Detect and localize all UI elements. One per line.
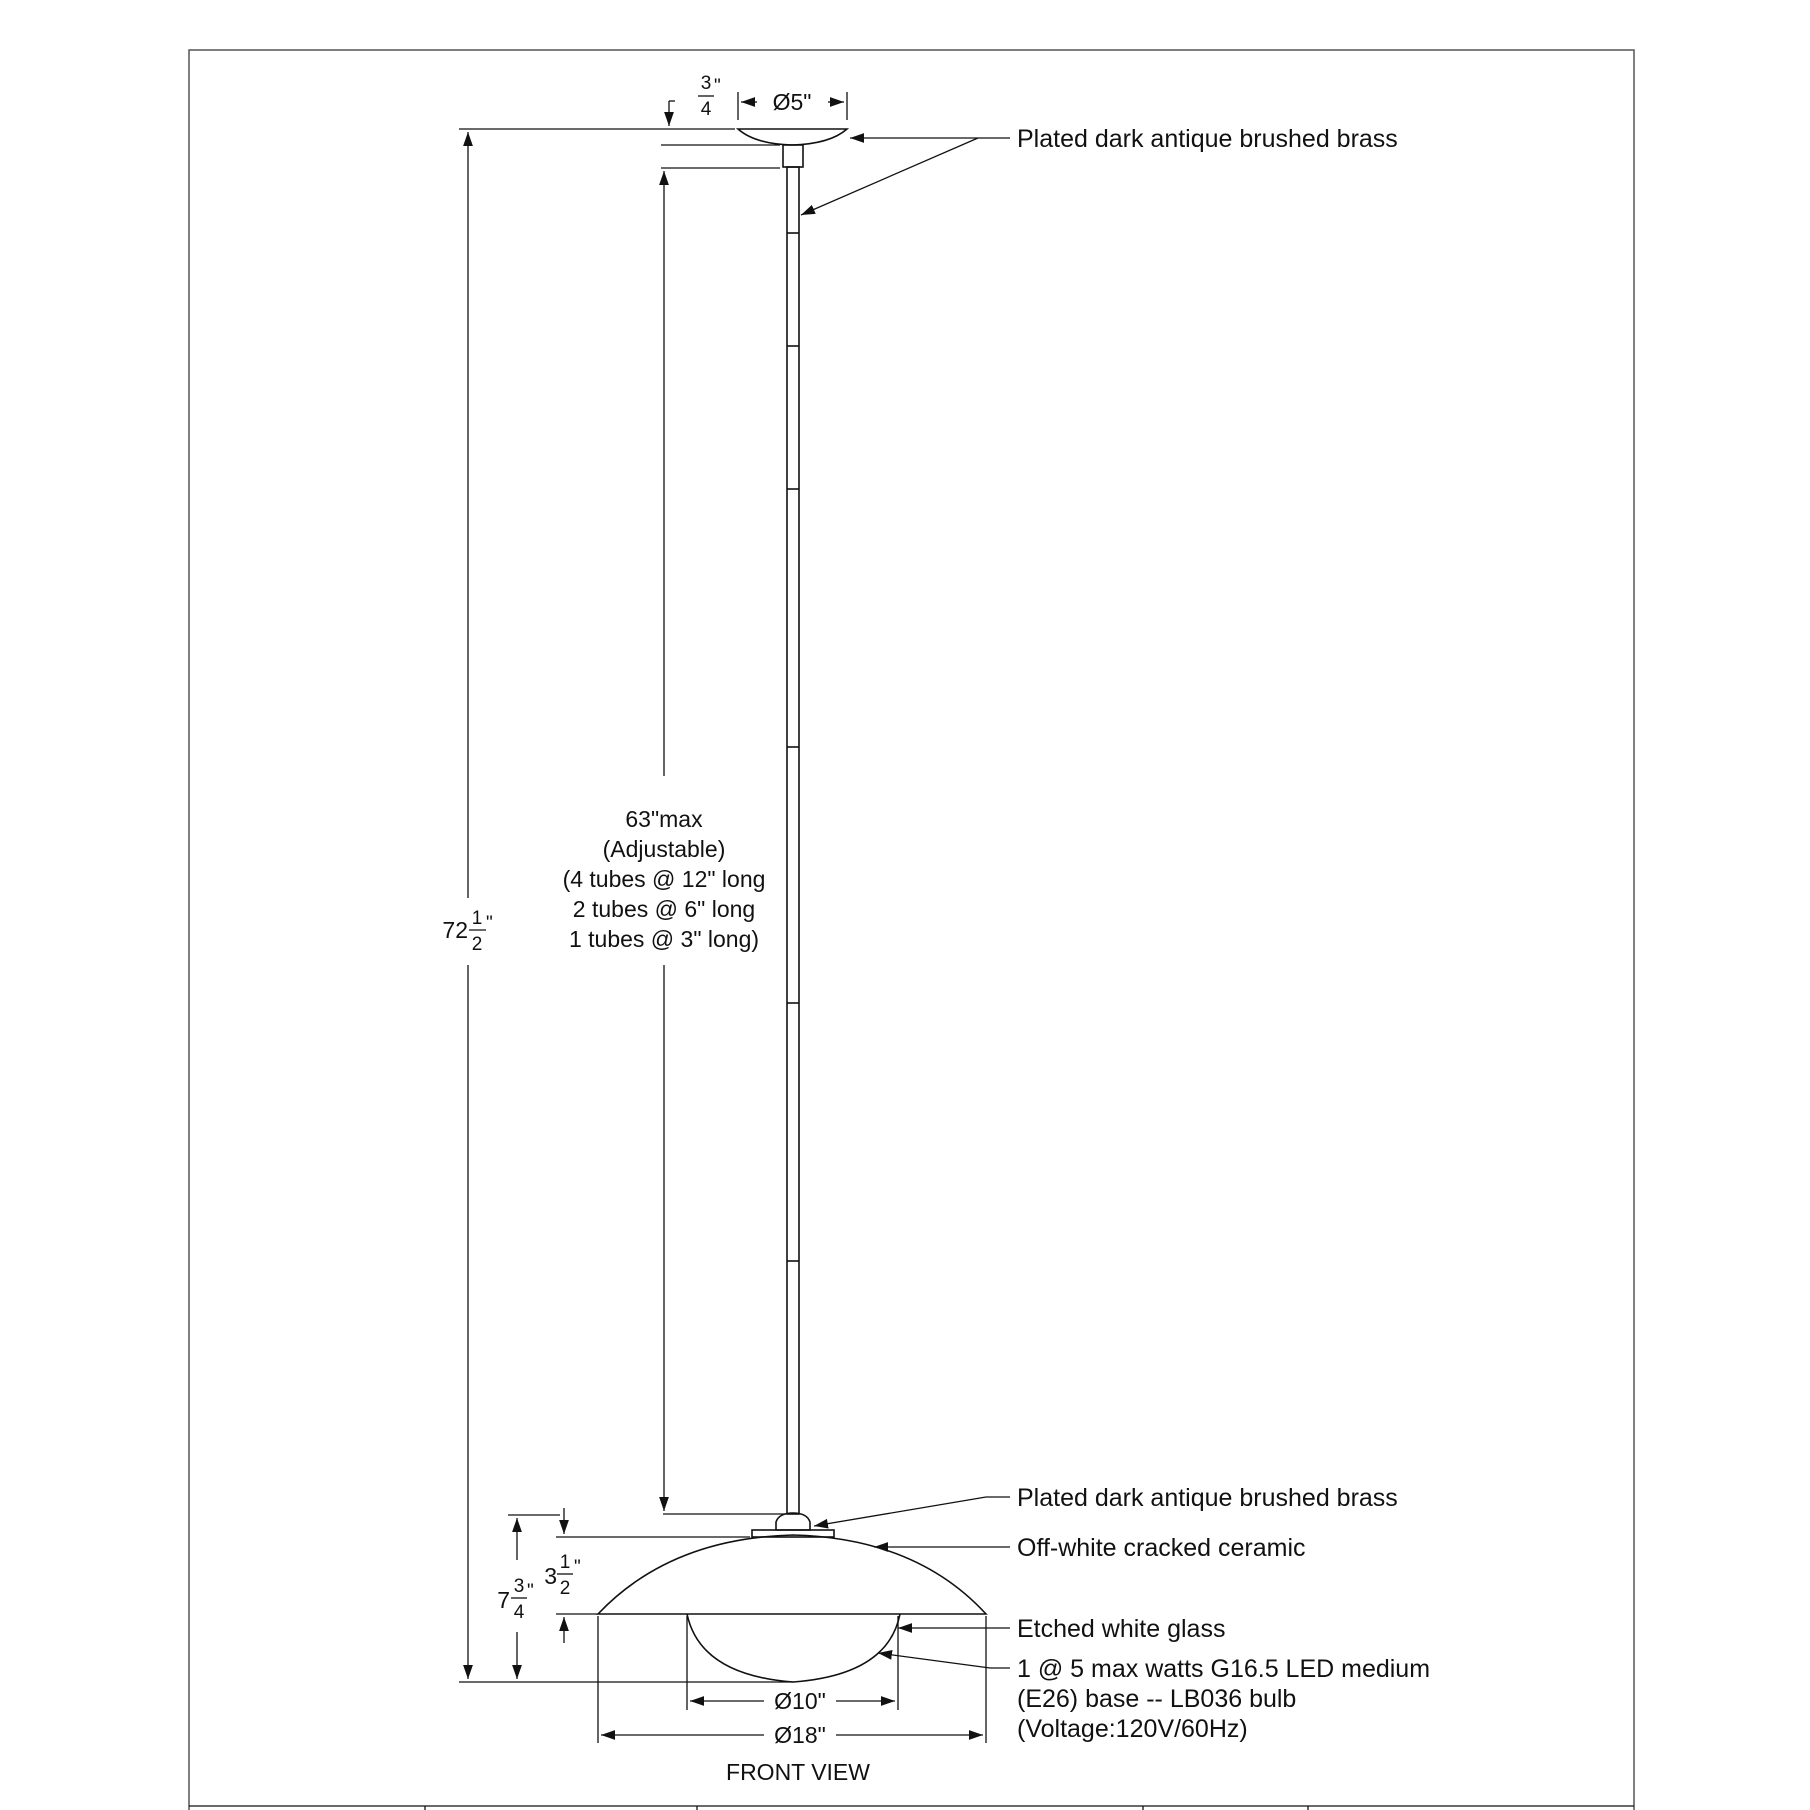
canopy-height-unit: " <box>714 76 721 97</box>
callout-canopy-finish: Plated dark antique brushed brass <box>1017 125 1398 153</box>
canopy-height-den: 4 <box>700 99 712 120</box>
shade-height-num: 1 <box>559 1552 571 1573</box>
shade-cap <box>752 1530 834 1537</box>
stem-tubes-12-label: (4 tubes @ 12" long <box>562 866 766 892</box>
callout-shade-material: Off-white cracked ceramic <box>1017 1534 1306 1562</box>
fixture-height-den: 4 <box>513 1602 525 1623</box>
coupler <box>776 1513 810 1530</box>
overall-height-num: 1 <box>471 908 483 929</box>
canopy <box>738 129 847 145</box>
callout-lamp-line1: 1 @ 5 max watts G16.5 LED medium <box>1017 1655 1431 1683</box>
callout-lamp-line2: (E26) base -- LB036 bulb <box>1017 1685 1297 1713</box>
fixture-height-num: 3 <box>513 1576 525 1597</box>
fixture-height-dimension <box>508 1515 560 1679</box>
stem <box>787 167 799 1514</box>
canopy-collar <box>783 145 803 167</box>
stem-tubes-6-label: 2 tubes @ 6" long <box>572 896 756 922</box>
callout-lamp-line3: (Voltage:120V/60Hz) <box>1017 1715 1248 1743</box>
overall-height-whole: 72 <box>442 917 468 943</box>
overall-height-unit: " <box>486 913 493 934</box>
shade-height-whole: 3 <box>544 1563 557 1589</box>
fixture-height-unit: " <box>527 1581 534 1602</box>
shade-diameter-label: Ø18" <box>774 1722 826 1748</box>
canopy-diameter-label: Ø5" <box>772 89 812 115</box>
shade-height-unit: " <box>574 1557 581 1578</box>
stem-max-label: 63"max <box>625 806 703 832</box>
stem-adjustable-label: (Adjustable) <box>602 836 726 862</box>
sheet-border <box>189 50 1634 1810</box>
leader-canopy-finish <box>801 138 1010 215</box>
canopy-height-dimension <box>661 101 780 145</box>
overall-height-den: 2 <box>471 934 483 955</box>
glass-diameter-label: Ø10" <box>774 1688 826 1714</box>
shade-height-den: 2 <box>559 1578 571 1599</box>
title-block-edge <box>189 1806 1634 1810</box>
leader-coupler-finish <box>814 1497 1010 1526</box>
canopy-height-num: 3 <box>700 73 712 94</box>
fixture-height-whole: 7 <box>497 1587 510 1613</box>
callout-coupler-finish: Plated dark antique brushed brass <box>1017 1484 1398 1512</box>
stem-tubes-3-label: 1 tubes @ 3" long) <box>568 926 760 952</box>
view-label: FRONT VIEW <box>726 1759 870 1785</box>
callout-diffuser-material: Etched white glass <box>1017 1615 1226 1643</box>
shade-height-dimension <box>556 1508 750 1643</box>
glass-diffuser <box>687 1614 900 1682</box>
